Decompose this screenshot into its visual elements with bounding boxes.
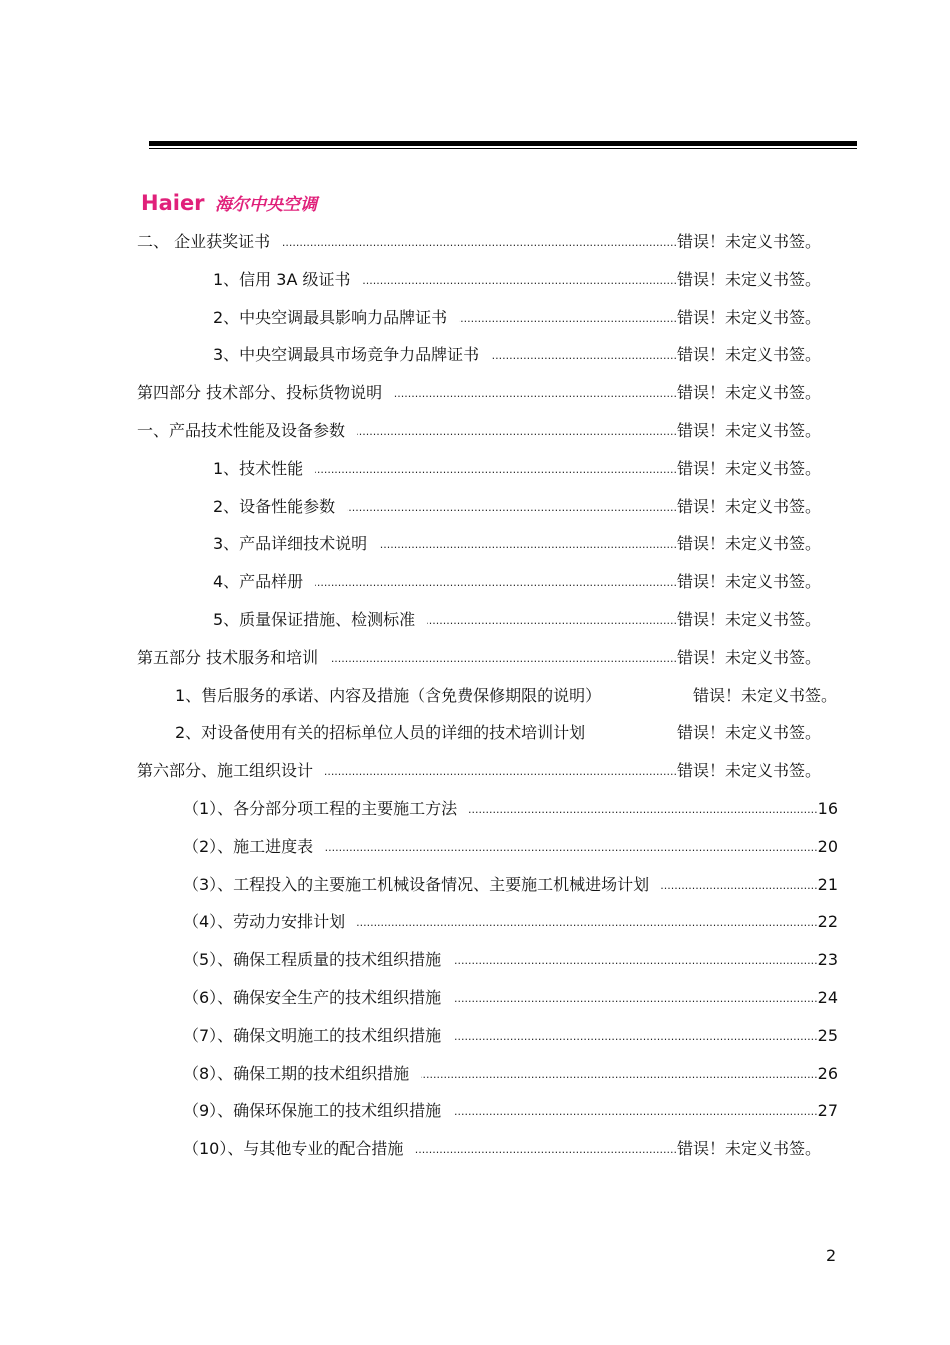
toc-entry[interactable] [183,1138,821,1160]
logo-cjk: 海尔中央空调 [215,195,317,215]
toc-entry-label: 2、设备性能参数 [213,497,336,516]
toc-entry[interactable] [183,911,838,933]
toc-leader-dots [315,458,677,480]
toc-entry-page: 23 [817,950,838,969]
toc-entry[interactable] [175,685,837,707]
toc-entry-label: （8）、确保工期的技术组织措施 [183,1064,410,1083]
toc-entry-label: 1、信用 3A 级证书 [213,270,351,289]
toc-entry[interactable] [183,798,838,820]
toc-leader-dots [661,874,817,896]
toc-leader-dots [347,496,677,518]
toc-entry-label: 1、售后服务的承诺、内容及措施（含免费保修期限的说明） [175,686,602,705]
toc-entry[interactable] [137,382,821,404]
toc-entry-page: 错误！未定义书签。 [676,459,821,478]
toc-leader-dots [491,344,677,366]
toc-entry-page: 错误！未定义书签。 [676,761,821,780]
toc-entry[interactable] [213,307,821,329]
toc-entry-page: 26 [817,1064,838,1083]
toc-entry-label: 第五部分 技术服务和培训 [137,648,319,667]
toc-entry[interactable] [213,496,821,518]
toc-leader-dots [357,420,677,442]
toc-entry-page: 错误！未定义书签。 [676,308,821,327]
toc-leader-dots [453,987,817,1009]
toc-entry-page: 错误！未定义书签。 [692,686,837,705]
page-number: 2 [826,1246,837,1265]
toc-entry-page: 16 [817,799,838,818]
toc-entry[interactable] [137,420,821,442]
toc-leader-dots [427,609,677,631]
toc-entry-label: 二、 企业获奖证书 [137,232,271,251]
toc-entry-page: 20 [817,837,838,856]
toc-leader-dots [453,949,817,971]
toc-leader-dots [453,1025,817,1047]
toc-entry-label: （4）、劳动力安排计划 [183,912,346,931]
header-rule-thick [149,141,857,146]
toc-leader-dots [394,382,677,404]
toc-entry-page: 错误！未定义书签。 [676,421,821,440]
toc-entry-label: （1）、各分部分项工程的主要施工方法 [183,799,458,818]
toc-leader-dots [357,911,817,933]
toc-entry[interactable] [213,458,821,480]
toc-entry[interactable] [183,874,838,896]
toc-entry[interactable] [137,760,821,782]
toc-entry-label: 2、中央空调最具影响力品牌证书 [213,308,448,327]
toc-entry[interactable] [137,231,821,253]
toc-entry-page: 错误！未定义书签。 [676,270,821,289]
toc-entry-page: 错误！未定义书签。 [676,497,821,516]
haier-logo [141,191,341,215]
toc-entry-page: 错误！未定义书签。 [676,1139,821,1158]
toc-entry[interactable] [213,269,821,291]
toc-entry-label: （10）、与其他专业的配合措施 [183,1139,404,1158]
toc-entry-page: 25 [817,1026,838,1045]
toc-entry-page: 21 [817,875,838,894]
toc-entry[interactable] [183,1063,838,1085]
toc-leader-dots [459,307,677,329]
toc-entry-label: 1、技术性能 [213,459,304,478]
toc-entry-label: （6）、确保安全生产的技术组织措施 [183,988,442,1007]
toc-entry-label: 第四部分 技术部分、投标货物说明 [137,383,383,402]
toc-entry-label: 第六部分、施工组织设计 [137,761,314,780]
toc-entry[interactable] [183,949,838,971]
toc-leader-dots [415,1138,677,1160]
toc-entry-label: 4、产品样册 [213,572,304,591]
toc-leader-dots [315,571,677,593]
toc-leader-dots [325,836,817,858]
toc-entry[interactable] [213,609,821,631]
toc-entry-label: 一、产品技术性能及设备参数 [137,421,346,440]
toc-leader-dots [453,1100,817,1122]
toc-entry-page: 错误！未定义书签。 [676,648,821,667]
toc-entry[interactable] [213,571,821,593]
toc-entry-label: （5）、确保工程质量的技术组织措施 [183,950,442,969]
toc-entry-label: （2）、施工进度表 [183,837,314,856]
toc-entry-page: 错误！未定义书签。 [676,723,821,742]
toc-entry[interactable] [137,647,821,669]
toc-entry[interactable] [183,836,838,858]
toc-entry-label: 5、质量保证措施、检测标准 [213,610,416,629]
toc-entry-page: 错误！未定义书签。 [676,534,821,553]
toc-entry-page: 错误！未定义书签。 [676,383,821,402]
toc-entry-label: （9）、确保环保施工的技术组织措施 [183,1101,442,1120]
toc-entry-page: 22 [817,912,838,931]
toc-leader-dots [379,533,677,555]
toc-entry-label: （3）、工程投入的主要施工机械设备情况、主要施工机械进场计划 [183,875,650,894]
toc-leader-dots [325,760,677,782]
toc-leader-dots [469,798,817,820]
toc-entry-page: 错误！未定义书签。 [676,345,821,364]
toc-entry[interactable] [183,987,838,1009]
header-rule-thin [149,148,857,149]
toc-entry-page: 错误！未定义书签。 [676,572,821,591]
toc-leader-dots [330,647,677,669]
toc-entry[interactable] [183,1100,838,1122]
toc-entry-page: 错误！未定义书签。 [676,610,821,629]
toc-entry[interactable] [213,533,821,555]
toc-leader-dots [421,1063,817,1085]
toc-entry[interactable] [213,344,821,366]
toc-entry-label: 3、中央空调最具市场竞争力品牌证书 [213,345,480,364]
toc-entry-page: 错误！未定义书签。 [676,232,821,251]
logo-latin: Haier [141,191,205,215]
toc-entry[interactable] [183,1025,838,1047]
toc-leader-dots [362,269,677,291]
toc-entry-label: 2、对设备使用有关的招标单位人员的详细的技术培训计划 [175,723,586,742]
toc-entry-page: 27 [817,1101,838,1120]
toc-entry-label: （7）、确保文明施工的技术组织措施 [183,1026,442,1045]
toc-entry-label: 3、产品详细技术说明 [213,534,368,553]
toc-entry-page: 24 [817,988,838,1007]
toc-leader-dots [282,231,677,253]
toc-entry[interactable] [175,722,821,744]
haier-logo-image [141,191,341,215]
